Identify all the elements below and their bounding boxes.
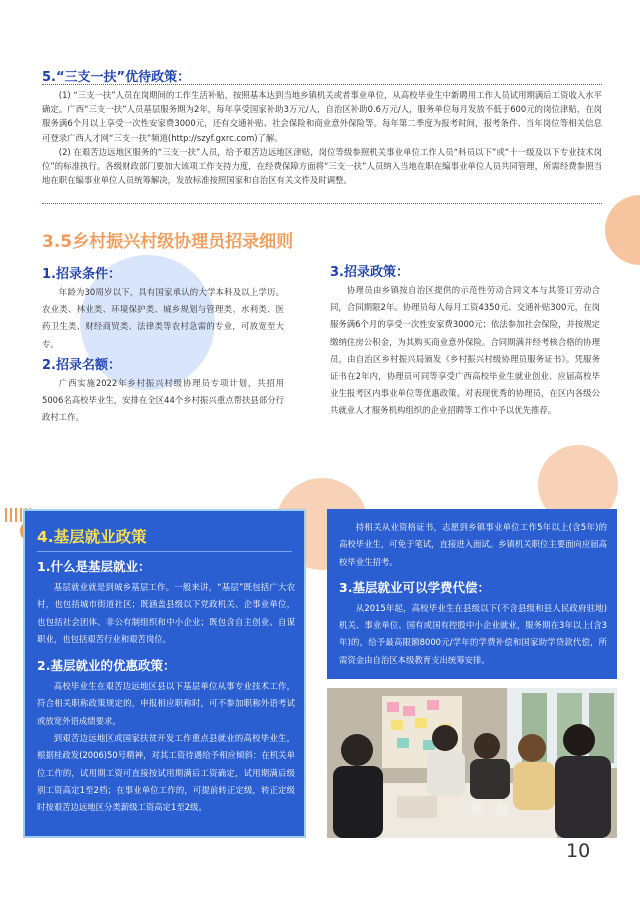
grassroots-policy-panel xyxy=(23,509,306,838)
divider-top xyxy=(42,84,602,85)
tuition-compensation-title: 3.基层就业可以学费代偿： xyxy=(339,579,490,595)
section-5-paragraph: (2) 在艰苦边远地区服务的“三支一扶”人员，给予艰苦边远地区津贴，岗位等级参照机关事业单位工作人员“科员以下”或“十一级及以下专业技术岗位”的标准执行。各级财政部门要加大该项工作支持力度，在经费保障方面将“三支一扶”人员纳入当地在职在编事业单位人员共同管理，所需经费参照当地在职在编事业单位人员统筹解决，发放标准按照国家和自治区有关文件及时调整。 xyxy=(42,146,602,186)
recruit-quota-title: 2.招录名额： xyxy=(42,357,121,373)
exam-exemption-text: 持相关从业资格证书，志愿到乡镇事业单位工作5年以上(含5年)的高校毕业生，可免于笔试，直接进入面试。乡镇机关职位主要面向应届高校毕业生招考。 xyxy=(339,522,607,567)
preferential-policy-text: 到艰苦边远地区或国家扶贫开发工作重点县就业的高校毕业生，根据桂政发(2006)50号精神，对其工资待遇给予相应倾斜：在机关单位工作的，试用期工资可直接按试用期满后工资确定，试用期满后级别工资高定1至2档；在事业单位工作的，可提前转正定级，转正定级时按艰苦边远地区分类薪级工资高定1至2级。 xyxy=(37,733,295,813)
tuition-compensation-text: 从2015年起，高校毕业生在县级以下(不含县级和县人民政府驻地)机关、事业单位、国有或国有控股中小企业就业，服务期在3年以上(含3年)的，给予最高限额8000元/学年的学费补偿和国家助学贷款代偿，所需资金由自治区本级教育支出统筹安排。 xyxy=(339,602,607,665)
panel-left-text xyxy=(37,558,295,817)
recruit-conditions-text: 年龄为30周岁以下，具有国家承认的大学本科及以上学历。农业类、林业类、环境保护类、城乡规划与管理类、水利类、医药卫生类、财经商贸类、法律类等农村急需的专业，可放宽至大专。 xyxy=(42,287,284,349)
what-is-grassroots-title: 1.什么是基层就业： xyxy=(37,559,151,574)
tuition-compensation-panel xyxy=(327,509,617,679)
recruit-quota-text: 广西实施2022年乡村振兴村级协理员专项计划，共招用5006名高校毕业生，安排在全区44个乡村振兴重点帮扶县部分行政村工作。 xyxy=(42,377,284,423)
recruit-policy-text: 协理员由乡镇按自治区提供的示范性劳动合同文本与其签订劳动合同，合同期限2年。协理员每人每月工资4350元、交通补贴300元，在岗服务满6个月的享受一次性安家费3000元；依法参加社会保险，并按规定缴纳住房公积金，为其购买商业意外保险。合同期满并经考核合格的协理员，由自治区乡村振兴局颁发《乡村振兴村级协理员服务证书》。凭服务证书在2年内，协理员可同等享受广西高校毕业生就业创业、应届高校毕业生报考区内事业单位等优惠政策。对表现优秀的协理员，在区内各级公共就业人才服务机构组织的企业招聘等工作中予以优先推荐。 xyxy=(330,285,600,416)
recruit-conditions-title: 1.招录条件： xyxy=(42,267,121,282)
decorative-circle-peach xyxy=(605,195,640,265)
preferential-policy-title: 2.基层就业的优惠政策： xyxy=(37,658,176,674)
right-column xyxy=(330,264,600,420)
preferential-policy-text: 高校毕业生在艰苦边远地区县以下基层单位从事专业技术工作，符合相关职称政策规定的，申报相应职称时，可不参加职称外语考试或放宽外语成绩要求。 xyxy=(37,681,295,726)
section-3-5-heading: 3.5乡村振兴村级协理员招录细则 xyxy=(42,232,294,252)
page-number: 10 xyxy=(566,840,591,862)
section-4-heading: 4.基层就业政策 xyxy=(37,528,147,546)
section-5-header xyxy=(42,66,602,89)
students-meeting-photo xyxy=(327,688,617,838)
section-5-title: 5.“三支一扶”优待政策： xyxy=(42,70,191,85)
divider-bottom xyxy=(42,203,602,204)
section-5-body xyxy=(42,88,602,187)
panel-right-text xyxy=(339,519,607,669)
panel-divider xyxy=(37,551,292,552)
what-is-grassroots-text: 基层就业就是到城乡基层工作。一般来讲，“基层”既包括广大农村，也包括城市街道社区；既涵盖县级以下党政机关、企事业单位，也包括社会团体、非公有制组织和中小企业；既包含自主创业、自谋职业，也包括艰苦行业和艰苦岗位。 xyxy=(37,582,295,644)
left-column xyxy=(42,266,284,426)
section-5-paragraph: (1) “三支一扶”人员在岗期间的工作生活补贴，按照基本达到当地乡镇机关或者事业单位，从高校毕业生中新聘用工作人员试用期满后工资收入水平确定。广西“三支一扶”人员基层服务期为2年，每年享受国家补助3万元/人，自治区补助0.6万元/人，服务单位每月发放不低于600元的岗位津贴，在岗服务满6个月以上享受一次性安家费3000元，还有交通补贴、社会保险和商业意外保险等。每年第二季度为报考时间，报考条件、当年岗位等相关信息可登录广西人才网“三支一扶”频道(http://szyf.gxrc.com)了解。 xyxy=(42,90,602,143)
recruit-policy-title: 3.招录政策： xyxy=(330,265,409,280)
